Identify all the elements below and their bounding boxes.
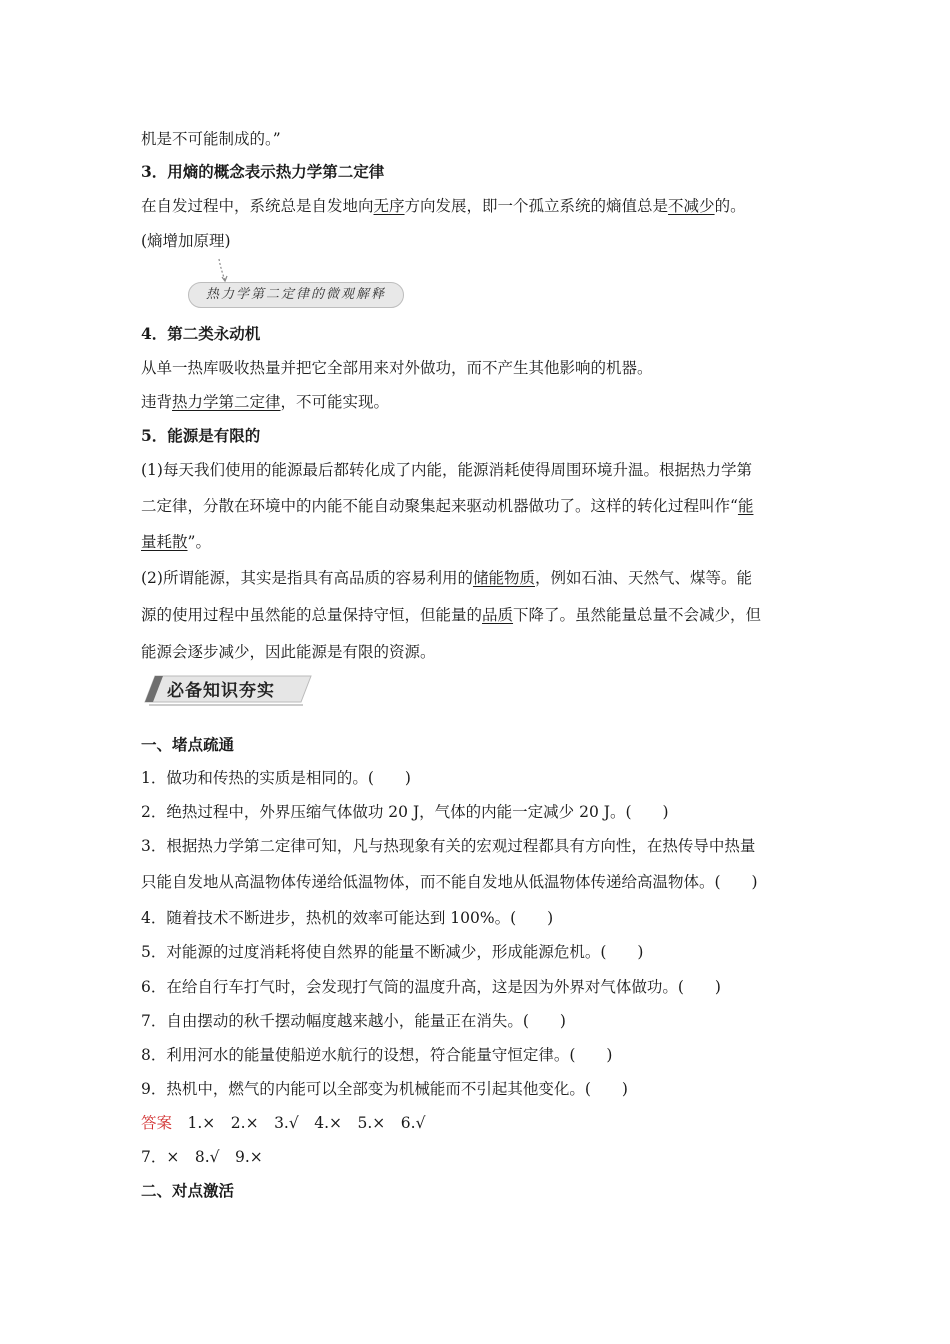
question-item: 2．绝热过程中，外界压缩气体做功 20 J，气体的内能一定减少 20 J。( ) <box>141 803 669 821</box>
tag-label: 热力学第二定律的微观解释 <box>188 282 404 308</box>
section-5-p1-line2: 二定律，分散在环境中的内能不能自动聚集起来驱动机器做功了。这样的转化过程叫作“能 <box>141 497 754 515</box>
question-item: 7．自由摆动的秋千摆动幅度越来越小，能量正在消失。( ) <box>141 1012 566 1030</box>
answer-label: 答案 <box>141 1114 173 1132</box>
section-banner <box>141 672 316 706</box>
micro-explanation-tag <box>188 282 408 310</box>
section-3-paragraph: 在自发过程中，系统总是自发地向无序方向发展，即一个孤立系统的熵值总是不减少的。 <box>141 197 746 215</box>
question-item: 5．对能源的过度消耗将使自然界的能量不断减少，形成能源危机。( ) <box>141 943 644 961</box>
blank-answer: 储能物质 <box>472 569 535 587</box>
section-5-p2-line2: 源的使用过程中虽然能的总量保持守恒，但能量的品质下降了。虽然能量总量不会减少，但 <box>141 606 762 624</box>
question-item: 9．热机中，燃气的内能可以全部变为机械能而不引起其他变化。( ) <box>141 1080 628 1098</box>
question-item: 4．随着技术不断进步，热机的效率可能达到 100%。( ) <box>141 909 554 927</box>
question-item: 3．根据热力学第二定律可知，凡与热现象有关的宏观过程都具有方向性，在热传导中热量 <box>141 837 756 855</box>
answer-line-1: 答案 1.× 2.× 3.√ 4.× 5.× 6.√ <box>141 1114 426 1132</box>
section-4-heading: 4．第二类永动机 <box>141 324 261 343</box>
part-2-heading: 二、对点激活 <box>141 1181 235 1200</box>
section-5-p2-line1: (2)所谓能源，其实是指具有高品质的容易利用的储能物质，例如石油、天然气、煤等。能 <box>141 569 752 587</box>
blank-answer: 能 <box>737 497 754 515</box>
entropy-principle-note: (熵增加原理) <box>141 232 231 250</box>
question-item: 8．利用河水的能量使船逆水航行的设想，符合能量守恒定律。( ) <box>141 1046 613 1064</box>
question-item: 1．做功和传热的实质是相同的。( ) <box>141 769 411 787</box>
blank-answer: 无序 <box>373 197 405 215</box>
blank-answer: 不减少 <box>668 197 715 215</box>
part-1-heading: 一、堵点疏通 <box>141 735 235 754</box>
section-5-p2-line3: 能源会逐步减少，因此能源是有限的资源。 <box>141 643 436 661</box>
blank-answer: 量耗散 <box>141 533 188 551</box>
answer-line-2: 7．× 8.√ 9.× <box>141 1148 263 1166</box>
blank-answer: 品质 <box>482 606 514 624</box>
section-5-p1-line1: (1)每天我们使用的能源最后都转化成了内能，能源消耗使得周围环境升温。根据热力学第 <box>141 461 752 479</box>
question-item: 6．在给自行车打气时，会发现打气筒的温度升高，这是因为外界对气体做功。( ) <box>141 978 721 996</box>
section-4-note: 违背热力学第二定律，不可能实现。 <box>141 393 390 411</box>
dotted-arrow-icon <box>216 258 230 284</box>
section-5-heading: 5．能源是有限的 <box>141 426 261 445</box>
section-4-definition: 从单一热库吸收热量并把它全部用来对外做功，而不产生其他影响的机器。 <box>141 359 653 377</box>
blank-answer: 热力学第二定律 <box>172 393 281 411</box>
section-3-heading: 3．用熵的概念表示热力学第二定律 <box>141 162 385 181</box>
banner-title: 必备知识夯实 <box>167 681 275 701</box>
continuation-text: 机是不可能制成的。” <box>141 130 281 148</box>
question-item: 只能自发地从高温物体传递给低温物体，而不能自发地从低温物体传递给高温物体。( ) <box>141 873 758 891</box>
section-5-p1-line3: 量耗散”。 <box>141 533 211 551</box>
